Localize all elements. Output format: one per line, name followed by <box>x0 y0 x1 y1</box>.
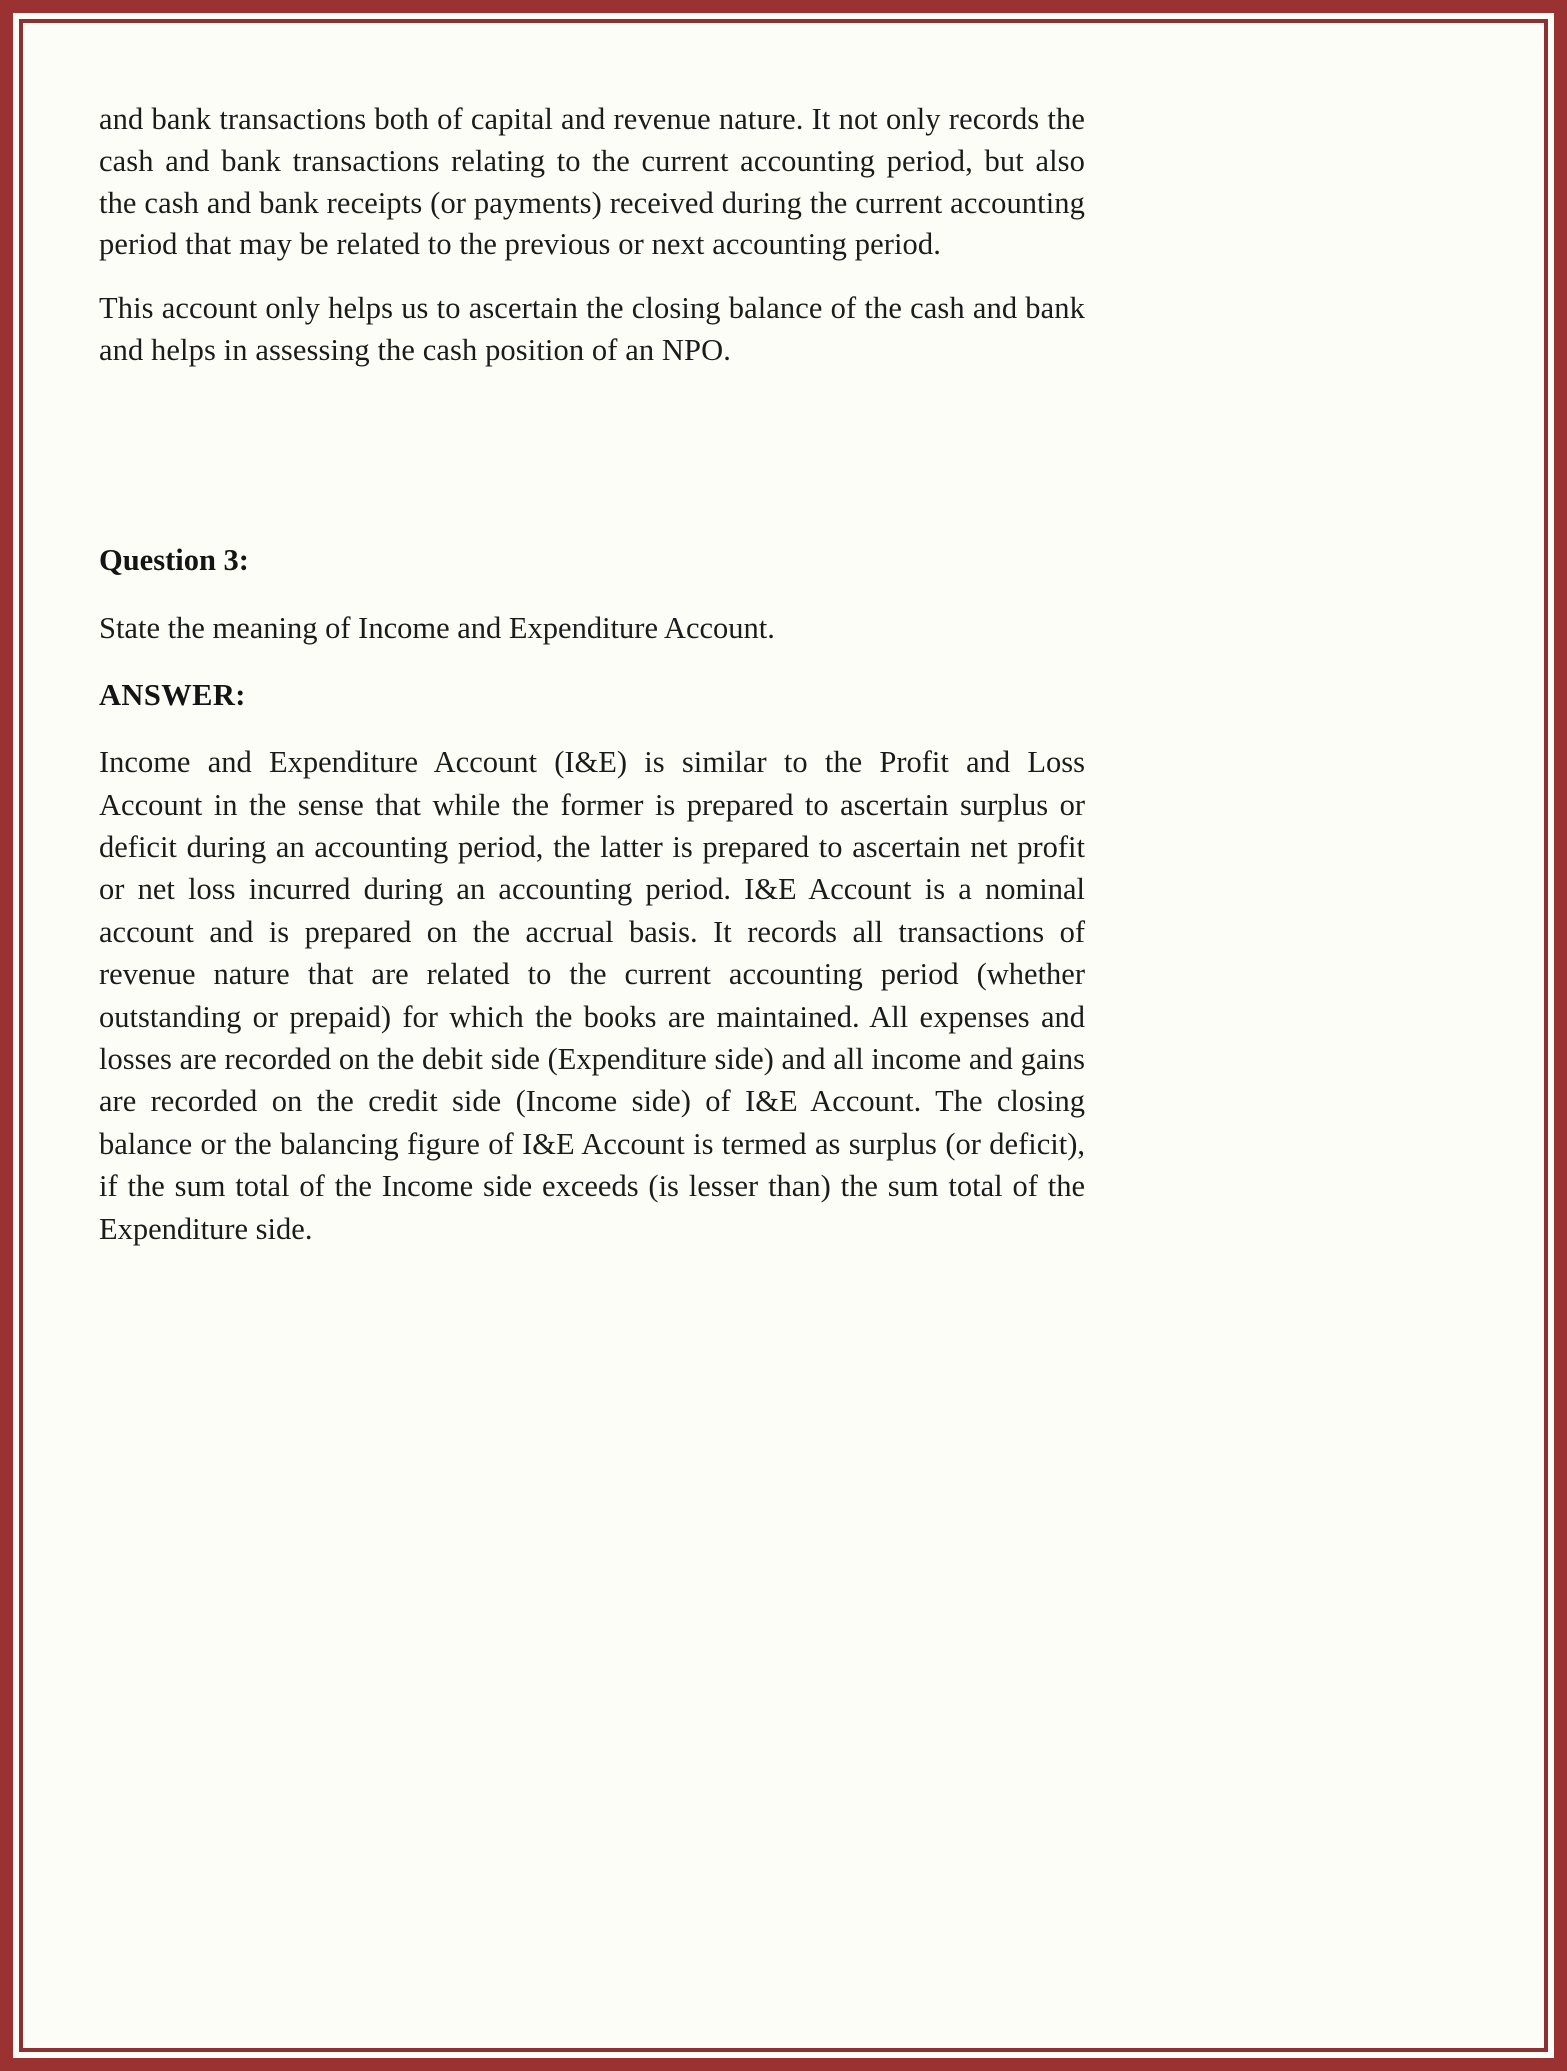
frame-inner-rule <box>19 19 1548 2052</box>
frame-white-gap <box>13 13 1554 2058</box>
answer-label: ANSWER: <box>99 678 246 713</box>
page-content <box>99 99 1085 1250</box>
paragraph-continued-from-previous-page: and bank transactions both of capital and revenue nature. It not only records the cash and bank transactions relating to the current accounting period, but also the cash and bank receipts (or payments) received during the current accounting period that may be related to the previous or next accounting period. <box>99 102 1085 262</box>
document-page <box>23 23 1544 2048</box>
question-heading: Question 3: <box>99 542 249 577</box>
section-spacer <box>99 372 1085 540</box>
paragraph-cash-position: This account only helps us to ascertain the closing balance of the cash and bank and helps in assessing the cash position of an NPO. <box>99 291 1085 367</box>
answer-text: Income and Expenditure Account (I&E) is similar to the Profit and Loss Account in the sense that while the former is prepared to ascertain surplus or deficit during an accounting period, the latter is prepared to ascertain net profit or net loss incurred during an accounting period. I&E Account is a nominal account and is prepared on the accrual basis. It records all transactions of revenue nature that are related to the current accounting period (whether outstanding or prepaid) for which the books are maintained. All expenses and losses are recorded on the debit side (Expenditure side) and all income and gains are recorded on the credit side (Income side) of I&E Account. The closing balance or the balancing figure of I&E Account is termed as surplus (or deficit), if the sum total of the Income side exceeds (is lesser than) the sum total of the Expenditure side. <box>99 745 1085 1246</box>
question-text: State the meaning of Income and Expenditure Account. <box>99 610 775 645</box>
